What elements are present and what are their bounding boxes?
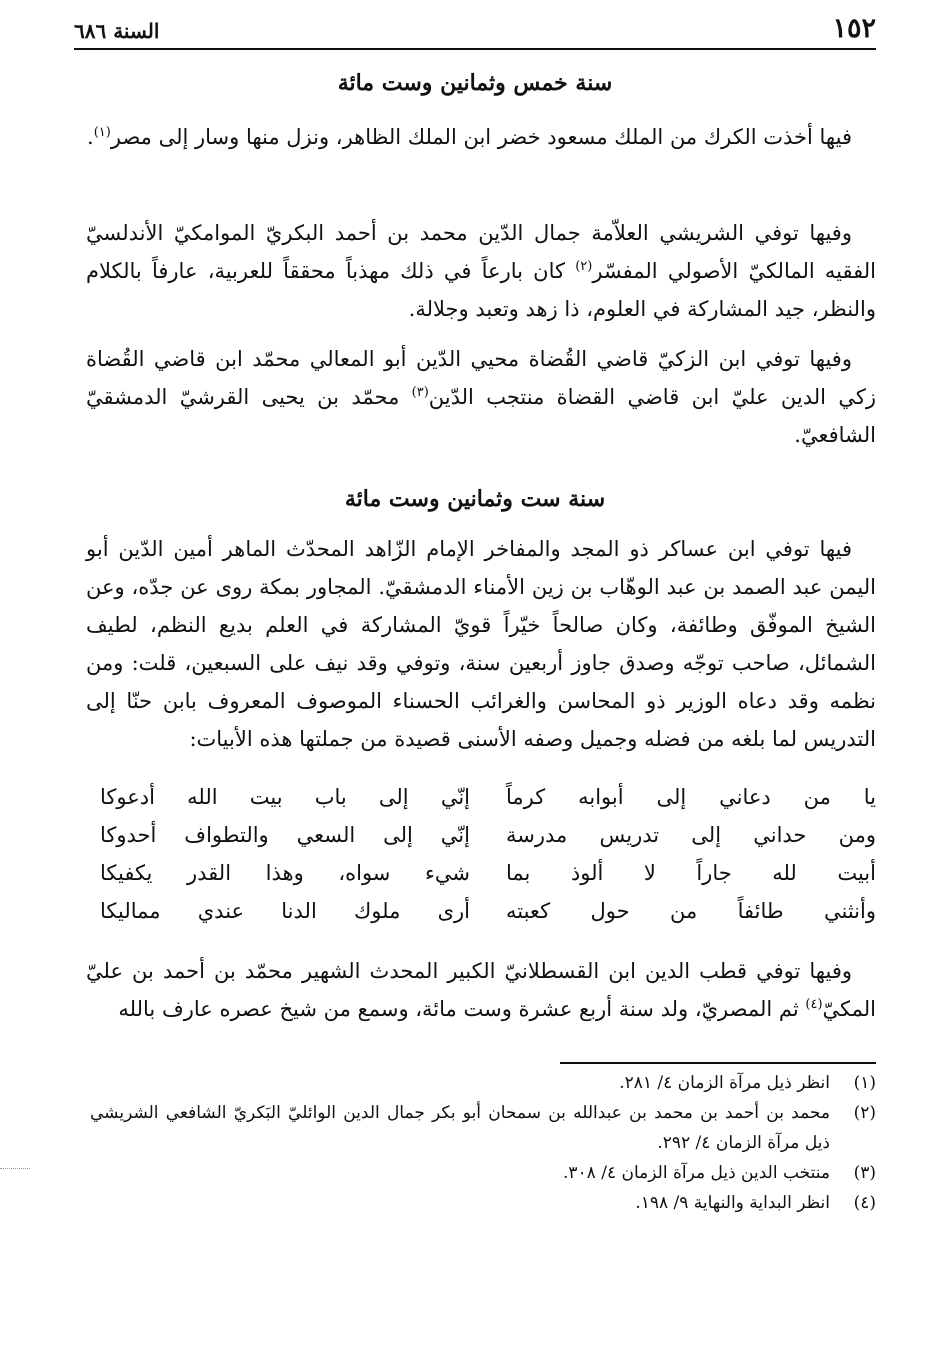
running-header xyxy=(74,8,876,44)
poem-verse xyxy=(100,816,876,854)
scan-mark xyxy=(0,1168,30,1170)
poem-second-hemistich: إنّي إلى باب بيت الله أدعوكا xyxy=(100,785,470,809)
footnote-item xyxy=(90,1068,876,1098)
footnote-text: محمد بن أحمد بن محمد بن عبدالله بن سمحان أبو بكر جمال الدين الوائليّ البَكريّ الشافعي الشريشي ذيل مرآة الزمان ٤/ ٢٩٢. xyxy=(90,1103,830,1153)
footnote-text: انظر البداية والنهاية ٩/ ١٩٨. xyxy=(635,1193,830,1213)
paragraph-ibn-zaki xyxy=(86,340,876,454)
footnote-text: منتخب الدين ذيل مرآة الزمان ٤/ ٣٠٨. xyxy=(563,1163,830,1183)
paragraph-tail: ثم المصريّ، ولد سنة أربع عشرة وست مائة، وسمع من شيخ عصره عارف بالله xyxy=(118,997,806,1021)
footnote-rule xyxy=(560,1062,876,1064)
poem-first-hemistich: يا من دعاني إلى أبوابه كرماً xyxy=(506,785,876,809)
poem-verse xyxy=(100,854,876,892)
header-rule xyxy=(74,48,876,50)
poem-first-hemistich: وأنثني طائفاً من حول كعبته xyxy=(506,899,876,923)
poem-second-hemistich: أرى ملوك الدنا عندي مماليكا xyxy=(100,899,470,923)
footnote-number: (٢) xyxy=(853,1103,876,1123)
section-heading-685: سنة خمس وثمانين وست مائة xyxy=(337,70,613,96)
paragraph-tail: محمّد بن يحيى القرشيّ الدمشقيّ الشافعيّ. xyxy=(86,385,876,447)
paragraph-qastallani xyxy=(86,952,876,1028)
poem-second-hemistich: شيء سواه، وهذا القدر يكفيكا xyxy=(100,861,470,885)
poem-first-hemistich: أبيت لله جاراً لا ألوذ بما xyxy=(506,861,876,885)
poem-second-hemistich: إنّي إلى السعي والتطواف أحدوكا xyxy=(100,823,470,847)
footnote-item xyxy=(90,1098,876,1158)
footnote-number: (١) xyxy=(853,1073,876,1093)
paragraph-text: فيها توفي ابن عساكر ذو المجد والمفاخر الإمام الزّاهد المحدّث الماهر أمين الدّين أبو اليمن عبد الصمد بن عبد الوهّاب بن زين الأمناء الدمشقيّ. المجاور بمكة روى عن جدّه، وعن الشيخ الموفّق وطائفة، وكان صالحاً خيّراً قويّ المشاركة في العلم بديع النظم، لطيف الشمائل، صاحب توجّه وصدق جاوز أربعين سنة، وتوفي وقد نيف على السبعين، قلت: ومن نظمه وقد دعاه الوزير ذو المحاسن والغرائب الحسناء الموصوف المعروف بابن حنّا إلى التدريس لما بلغه من فضله وجميل وصفه الأسنى قصيدة من جملتها هذه الأبيات: xyxy=(86,537,876,751)
footnotes xyxy=(90,1068,876,1218)
page-number: ١٥٢ xyxy=(832,13,876,44)
paragraph-tail: . xyxy=(87,125,94,149)
poem-verse xyxy=(100,892,876,930)
paragraph-tail: كان بارعاً في ذلك مهذباً محققاً للعربية، عارفاً بالكلام والنظر، جيد المشاركة في العلوم، ذا زهد وتعبد وجلالة. xyxy=(86,259,876,321)
section-heading-686: سنة ست وثمانين وست مائة xyxy=(344,486,606,512)
footnote-reference[interactable]: (١) xyxy=(93,125,111,140)
paragraph-text: وفيها توفي الشريشي العلاّمة جمال الدّين محمد بن أحمد البكريّ الموامكيّ الأندلسيّ الفقيه المالكيّ الأصولي المفسّر xyxy=(86,221,876,283)
footnote-item xyxy=(90,1158,876,1188)
paragraph-text: فيها أخذت الكرك من الملك مسعود خضر ابن الملك الظاهر، ونزل منها وسار إلى مصر xyxy=(110,125,852,149)
paragraph-text: وفيها توفي ابن الزكيّ قاضي القُضاة محيي الدّين أبو المعالي محمّد ابن قاضي القُضاة زكي الدين عليّ ابن قاضي القضاة منتجب الدّين xyxy=(86,347,876,409)
footnote-text: انظر ذيل مرآة الزمان ٤/ ٢٨١. xyxy=(619,1073,830,1093)
footnote-reference[interactable]: (٤) xyxy=(805,997,823,1012)
footnote-reference[interactable]: (٢) xyxy=(575,259,593,274)
paragraph-sharishi xyxy=(86,214,876,328)
paragraph-text: وفيها توفي قطب الدين ابن القسطلانيّ الكبير المحدث الشهير محمّد بن أحمد بن عليّ المكيّ xyxy=(86,959,876,1021)
paragraph-ibn-asakir xyxy=(86,530,876,758)
header-year-label: السنة ٦٨٦ xyxy=(74,19,160,43)
poem-first-hemistich: ومن حداني إلى تدريس مدرسة xyxy=(506,823,876,847)
footnote-reference[interactable]: (٣) xyxy=(411,385,429,400)
paragraph-kerak xyxy=(86,118,876,156)
footnote-number: (٣) xyxy=(853,1163,876,1183)
footnote-number: (٤) xyxy=(853,1193,876,1213)
footnote-item xyxy=(90,1188,876,1218)
poem-verse xyxy=(100,778,876,816)
poem xyxy=(100,778,876,930)
